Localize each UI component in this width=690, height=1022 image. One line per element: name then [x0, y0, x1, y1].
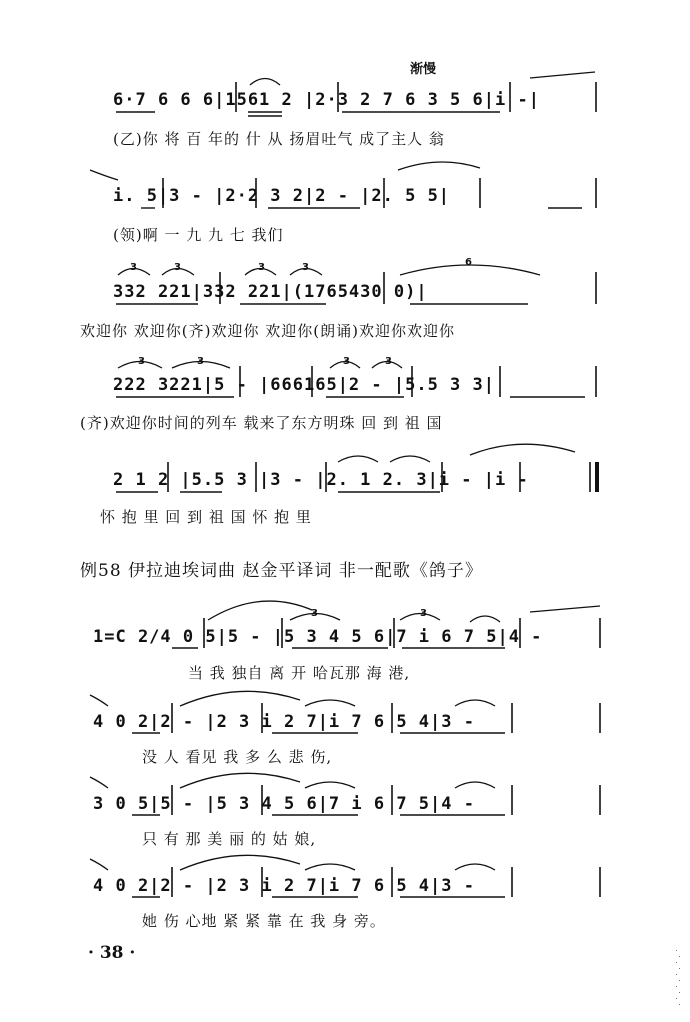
slur-mark [90, 777, 108, 788]
lyric-line-4: (齐)欢迎你时间的列车 载来了东方明珠 回 到 祖 国 [80, 414, 443, 432]
triplet-mark: 3 [130, 262, 137, 273]
slur-mark [398, 162, 480, 170]
lyric-line-1: (乙)你 将 百 年的 什 从 扬眉吐气 成了主人 翁 [113, 130, 445, 148]
triplet-mark: 3 [138, 356, 145, 367]
example-system-3: 3 0 5|5 - |5 3 4 5 6|7 i 6 7 5|4 - [93, 794, 475, 814]
slur-mark [90, 695, 108, 706]
slur-mark [390, 456, 430, 462]
triplet-mark: 6 [465, 257, 472, 268]
slur-mark [305, 700, 355, 706]
example-lyric-2: 没 人 看见 我 多 么 悲 伤, [142, 748, 333, 766]
slur-mark [455, 700, 495, 706]
slur-mark [180, 773, 300, 788]
lyric-line-5: 怀 抱 里 回 到 祖 国 怀 抱 里 [100, 508, 312, 526]
triplet-mark: 3 [420, 608, 427, 619]
example-system-2: 4 0 2|2 - |2 3 i 2 7|i 7 6 5 4|3 - [93, 712, 475, 732]
notation-system-4: 222 3221|5 - |666165|2 - |5.5 3 3| [113, 375, 495, 395]
slur-mark [470, 616, 500, 622]
example-lyric-4: 她 伤 心地 紧 紧 靠 在 我 身 旁。 [142, 912, 386, 930]
slur-mark [338, 456, 378, 462]
margin-dots [676, 950, 684, 1010]
triplet-mark: 3 [385, 356, 392, 367]
notation-system-5: 2 1 2 |5.5 3 |3 - |2. 1 2. 3|i - |i - [113, 470, 529, 490]
slur-mark [530, 72, 595, 78]
tempo-marking: 渐慢 [410, 62, 437, 77]
triplet-mark: 3 [258, 262, 265, 273]
example-system-1: 1=C 2/4 0 5|5 - |5 3 4 5 6|7 i 6 7 5|4 - [93, 627, 543, 647]
triplet-mark: 3 [197, 356, 204, 367]
triplet-mark: 3 [302, 262, 309, 273]
notation-system-1: 6·7 6 6 6|1561 2 |2·3 2 7 6 3 5 6|i -| [113, 90, 540, 110]
slur-mark [305, 864, 355, 870]
page-number: · 38 · [88, 943, 136, 963]
slur-mark [90, 859, 108, 870]
slur-mark [180, 855, 300, 870]
lyric-line-3: 欢迎你 欢迎你(齐)欢迎你 欢迎你(朗诵)欢迎你欢迎你 [80, 322, 455, 340]
notation-system-3: 332 221|332 221|(1765430 0)| [113, 282, 428, 302]
slur-mark [455, 782, 495, 788]
slur-mark [180, 691, 300, 706]
triplet-mark: 3 [311, 608, 318, 619]
example-lyric-1: 当 我 独自 离 开 哈瓦那 海 港, [188, 664, 411, 682]
slur-mark [455, 864, 495, 870]
triplet-mark: 3 [343, 356, 350, 367]
example-lyric-3: 只 有 那 美 丽 的 姑 娘, [142, 830, 317, 848]
triplet-mark: 3 [174, 262, 181, 273]
notation-system-2: i. 5|3 - |2·2 3 2|2 - |2. 5 5| [113, 186, 451, 206]
slur-mark [305, 782, 355, 788]
slur-mark [250, 79, 280, 86]
slur-mark [530, 606, 600, 612]
slur-mark [90, 170, 118, 180]
example-system-4: 4 0 2|2 - |2 3 i 2 7|i 7 6 5 4|3 - [93, 876, 475, 896]
example-heading: 例58 伊拉迪埃词曲 赵金平译词 非一配歌《鸽子》 [80, 561, 483, 581]
slur-mark [470, 444, 575, 455]
lyric-line-2: (领)啊 一 九 九 七 我们 [113, 226, 284, 244]
